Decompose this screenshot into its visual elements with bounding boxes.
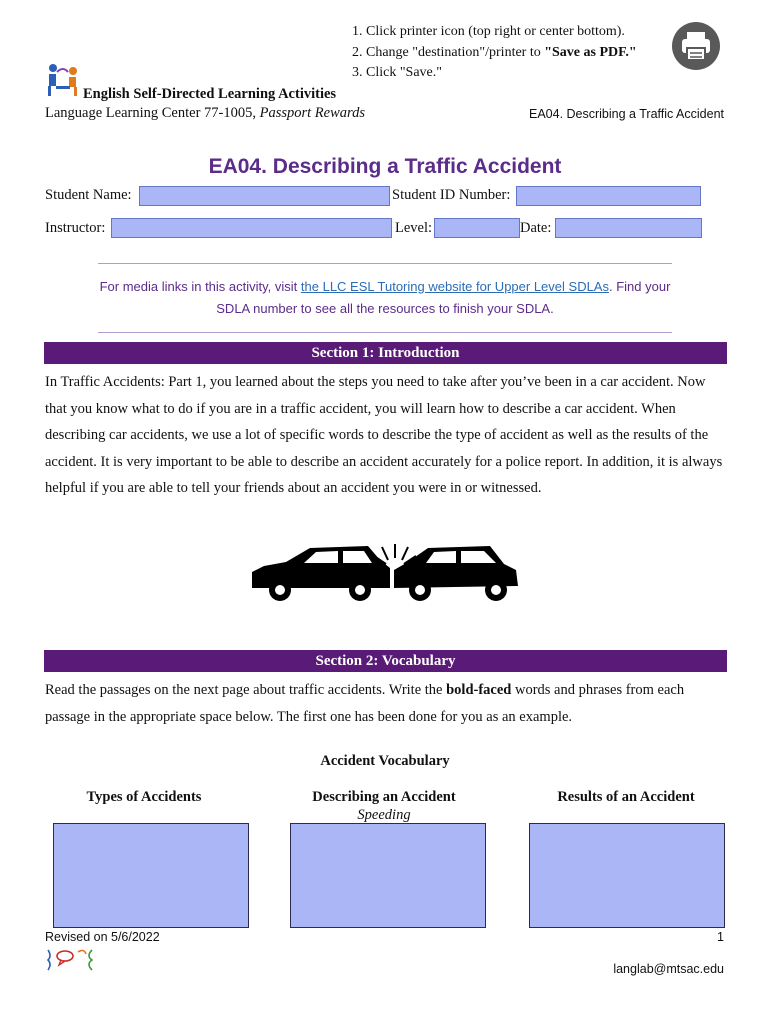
instruction-3: 3. Click "Save." bbox=[352, 65, 442, 80]
sdla-link[interactable]: the LLC ESL Tutoring website for Upper Level SDLAs bbox=[300, 279, 609, 294]
media-note: For media links in this activity, visit the LLC ESL Tutoring website for Upper Level SDLAs. Find your SDLA number to see all the resources to finish your SDLA. bbox=[99, 279, 671, 316]
revised-date: Revised on 5/6/2022 bbox=[45, 930, 160, 944]
section-1-text: In Traffic Accidents: Part 1, you learned about the steps you need to take after you’ve been in a car accident. Now that you know what to do if you are in a traffic accident, you will learn how to describe a car accident. When describing car accidents, we use a lot of specific words to describe the type of accident as well as the results of the accident. It is very important to be able to describe an accident accurately for a police report. In addition, it is always helpful if you are able to tell your friends about an accident you were in or witnessed. bbox=[45, 374, 723, 496]
page-title: EA04. Describing a Traffic Accident bbox=[208, 155, 562, 178]
footer-email: langlab@mtsac.edu bbox=[613, 962, 724, 976]
section-1-header: Section 1: Introduction bbox=[44, 342, 727, 364]
car-crash-icon bbox=[250, 542, 520, 604]
print-instructions bbox=[352, 22, 637, 84]
instruction-2: 2. Change "destination"/printer to "Save as PDF." bbox=[352, 44, 637, 60]
instructor-field[interactable] bbox=[111, 218, 392, 238]
types-of-accidents-box[interactable] bbox=[53, 823, 249, 928]
vocab-title: Accident Vocabulary bbox=[320, 753, 450, 769]
student-name-field[interactable] bbox=[139, 186, 390, 206]
vocab-example: Speeding bbox=[357, 807, 411, 823]
header-subtitle: Language Learning Center 77-1005, Passport Rewards bbox=[45, 105, 366, 121]
section-2-header: Section 2: Vocabulary bbox=[44, 650, 727, 672]
student-id-field[interactable] bbox=[516, 186, 701, 206]
results-of-accident-box[interactable] bbox=[529, 823, 725, 928]
section-2-text: Read the passages on the next page about traffic accidents. Write the bold-faced words and phrases from each passage in the appropriate space below. The first one has been done for you as an example. bbox=[45, 682, 685, 725]
instruction-1: 1. Click printer icon (top right or center bottom). bbox=[352, 24, 625, 39]
printer-icon[interactable] bbox=[672, 22, 720, 70]
vocab-column-header: Types of Accidents bbox=[86, 789, 202, 805]
header-activity-code: EA04. Describing a Traffic Accident bbox=[528, 107, 724, 121]
vocab-column-header: Results of an Accident bbox=[557, 789, 695, 805]
describing-accident-box[interactable] bbox=[290, 823, 486, 928]
divider bbox=[98, 263, 672, 264]
level-field[interactable] bbox=[434, 218, 520, 238]
divider bbox=[98, 332, 672, 333]
llc-logo-icon bbox=[44, 62, 84, 102]
date-label: Date: bbox=[520, 220, 552, 236]
vocab-column-header: Describing an Accident bbox=[312, 789, 456, 805]
llc-footer-logo-icon bbox=[44, 946, 98, 974]
instructor-label: Instructor: bbox=[45, 220, 106, 236]
student-name-label: Student Name: bbox=[45, 187, 132, 203]
date-field[interactable] bbox=[555, 218, 702, 238]
header-title: English Self-Directed Learning Activities bbox=[83, 86, 337, 102]
level-label: Level: bbox=[395, 220, 433, 236]
student-id-label: Student ID Number: bbox=[392, 187, 511, 203]
page-number: 1 bbox=[717, 930, 724, 944]
